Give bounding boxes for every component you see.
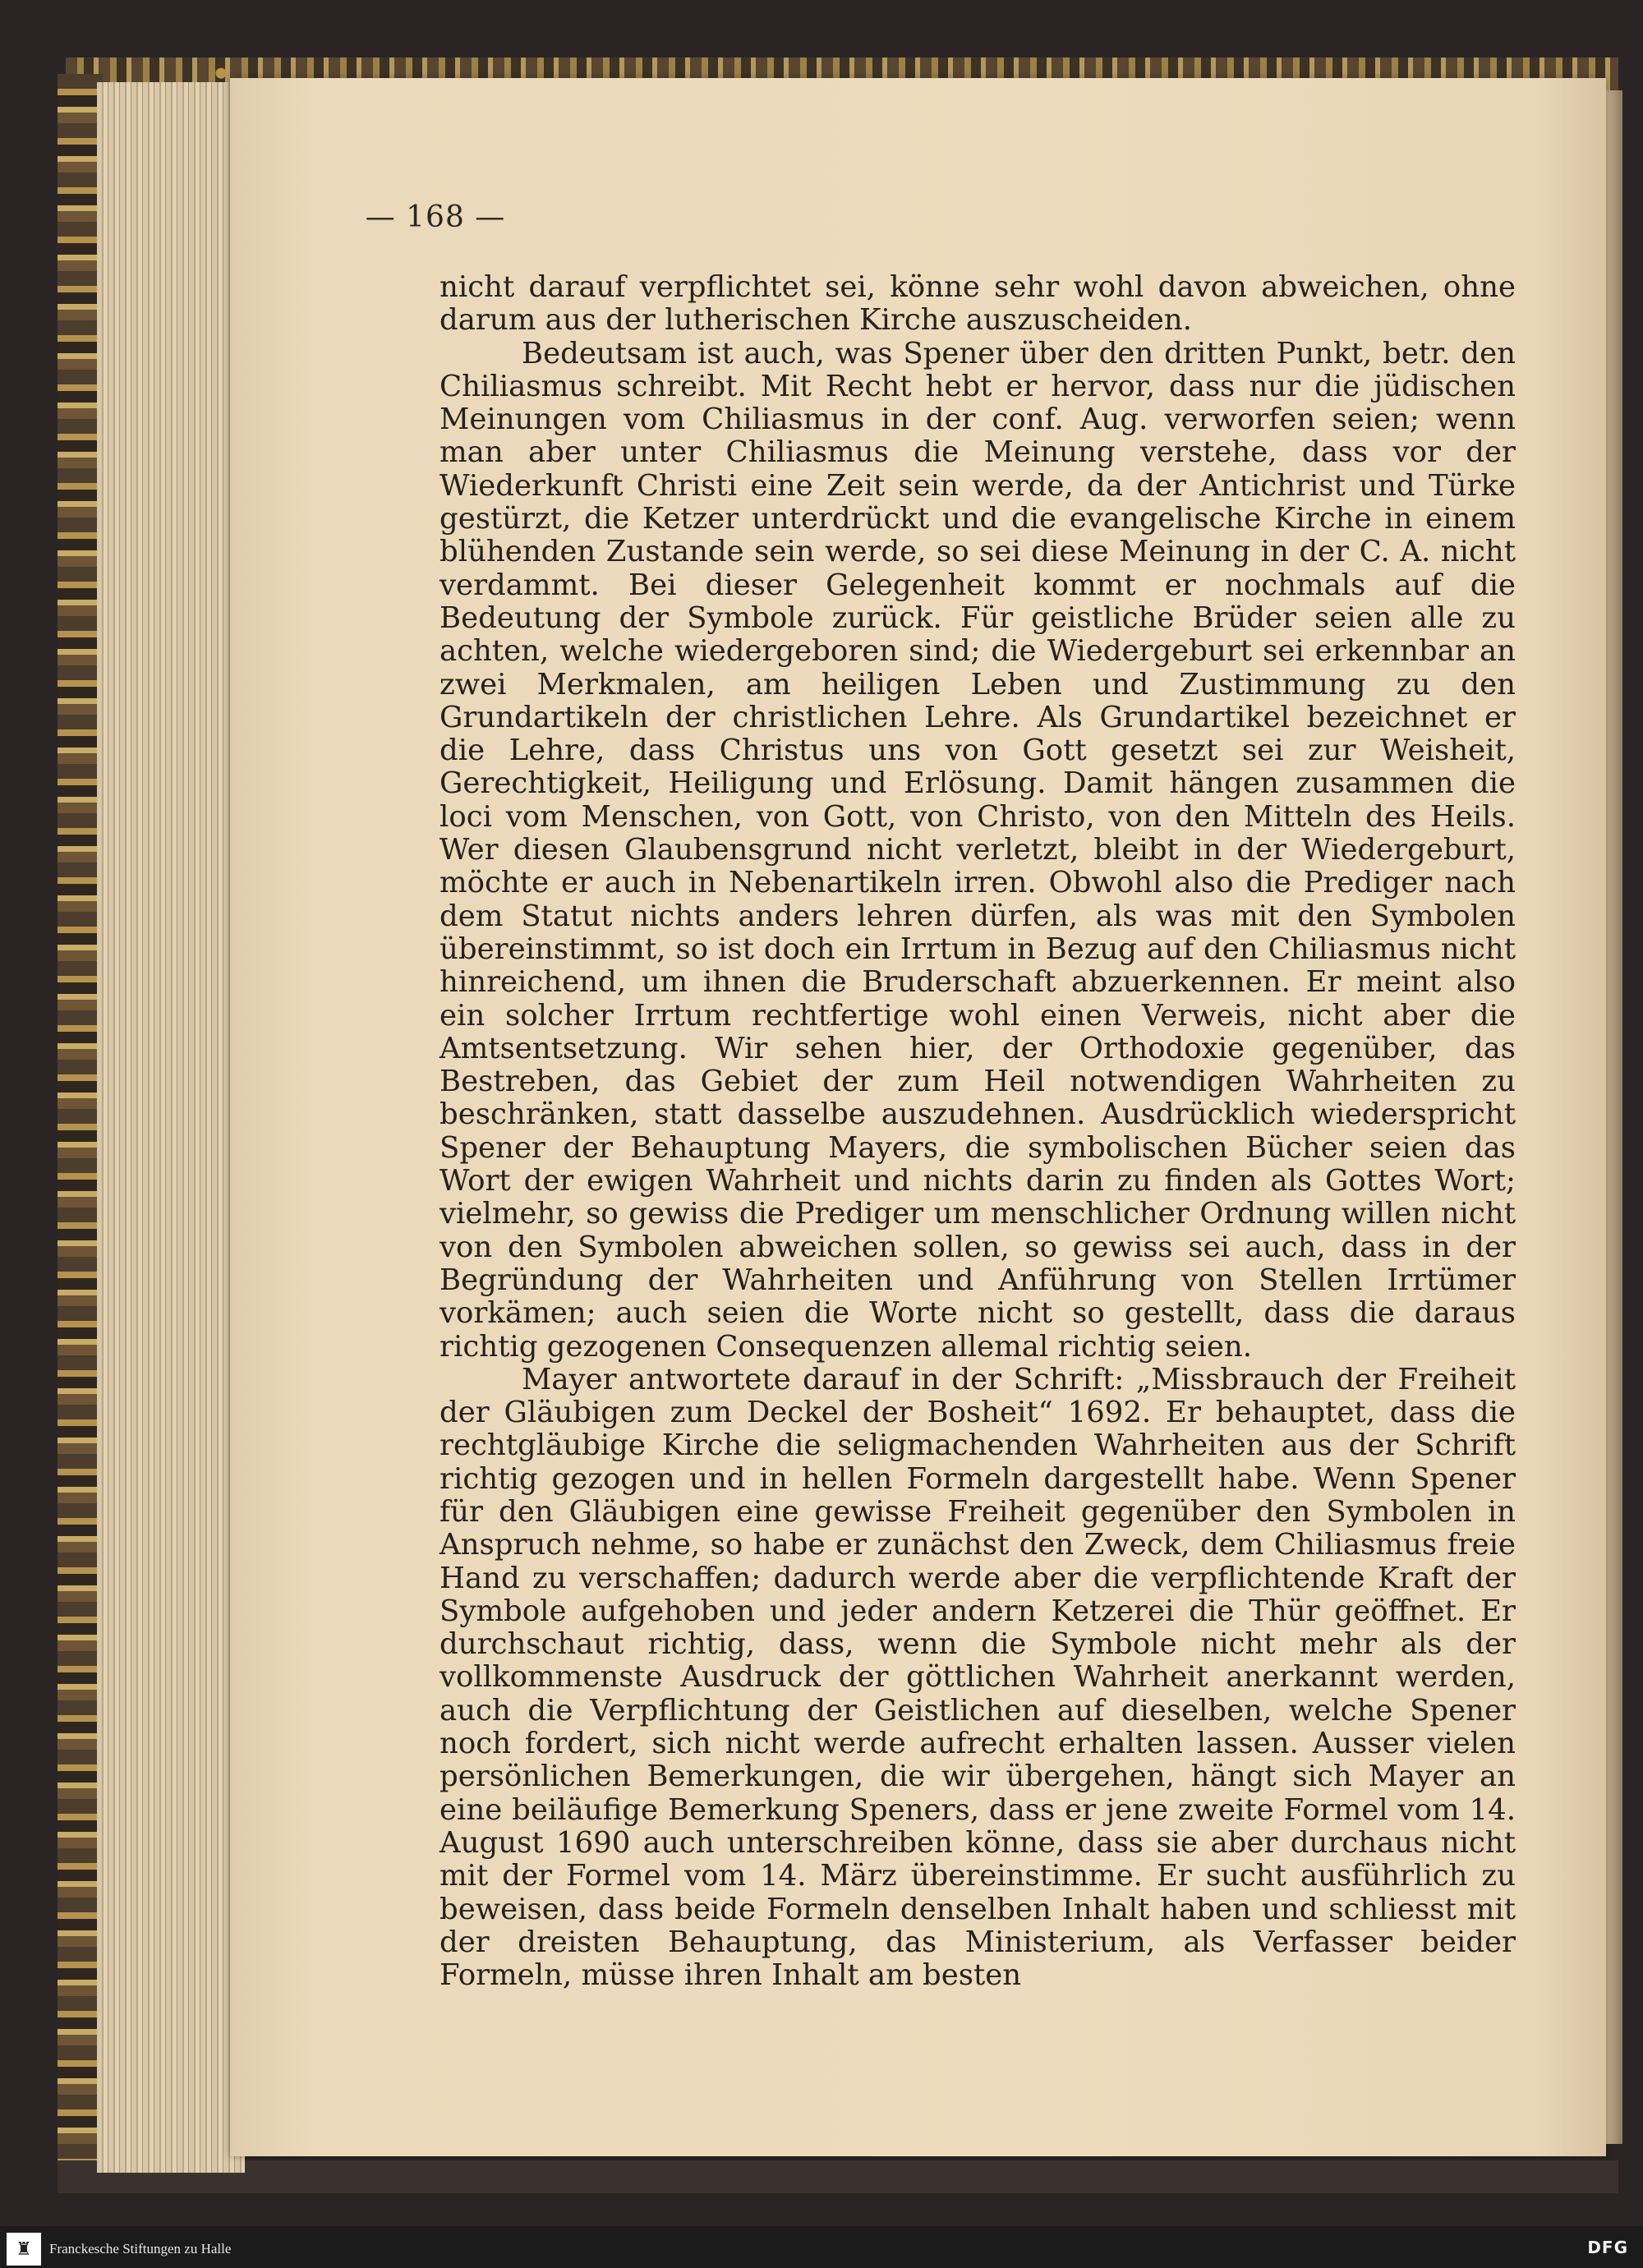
book-cover-bottom <box>58 2160 1618 2193</box>
paragraph: nicht darauf verpflichtet sei, könne sehr wohl davon abweichen, ohne darum aus der lutherischen Kirche auszuscheiden. <box>440 270 1516 338</box>
body-text <box>440 271 1516 1992</box>
page-right-edge <box>1606 90 1622 2144</box>
institution-logo-icon: ♜ <box>7 2233 41 2266</box>
dfg-logo: DFG <box>1587 2238 1628 2257</box>
institution-name: Franckesche Stiftungen zu Halle <box>49 2241 232 2256</box>
book-cover-left <box>58 74 103 2169</box>
paragraph: Mayer antwortete darauf in der Schrift: „Missbrauch der Freiheit der Gläubigen zum Deckel der Bosheit“ 1692. Er behauptet, dass die rechtgläubige Kirche die seligmachenden Wahrheiten aus der Schrift richtig gezogen und in hellen Formeln dargestellt habe. Wenn Spener für den Gläubigen eine gewisse Freiheit gegenüber den Symbolen in Anspruch nehme, so habe er zunächst den Zweck, dem Chiliasmus freie Hand zu verschaffen; dadurch werde aber die verpflichtende Kraft der Symbole aufgehoben und jeder andern Ketzerei die Thür geöffnet. Er durchschaut richtig, dass, wenn die Symbole nicht mehr als der vollkommenste Ausdruck der göttlichen Wahrheit anerkannt werden, auch die Verpflichtung der Geistlichen auf dieselben, welche Spener noch fordert, sich nicht werde aufrecht erhalten lassen. Ausser vielen persönlichen Bemerkungen, die wir übergehen, hängt sich Mayer an eine beiläufige Bemerkung Speners, dass er jene zweite Formel vom 14. August 1690 auch unterschreiben könne, dass sie aber durchaus nicht mit der Formel vom 14. März übereinstimme. Er sucht ausführlich zu beweisen, dass beide Formeln denselben Inhalt haben und schliesst mit der dreisten Behauptung, das Ministerium, als Verfasser beider Formeln, müsse ihren Inhalt am besten <box>440 1362 1516 1993</box>
page-number <box>0 200 1643 234</box>
viewer-footer <box>0 2226 1643 2268</box>
page-number-text: — 168 — <box>365 200 506 234</box>
page-stack-edge <box>97 82 245 2173</box>
paragraph: Bedeutsam ist auch, was Spener über den dritten Punkt, betr. den Chiliasmus schreibt. Mit Recht hebt er hervor, dass nur die jüdischen Meinungen vom Chiliasmus in der conf. Aug. verworfen seien; wenn man aber unter Chiliasmus die Meinung verstehe, dass vor der Wiederkunft Christi eine Zeit sein werde, da der Antichrist und Türke gestürzt, die Ketzer unterdrückt und die evangelische Kirche in einem blühenden Zustande sein werde, so sei diese Meinung in der C. A. nicht verdammt. Bei dieser Gelegenheit kommt er nochmals auf die Bedeutung der Symbole zurück. Für geistliche Brüder seien alle zu achten, welche wiedergeboren sind; die Wiedergeburt sei erkennbar an zwei Merkmalen, am heiligen Leben und Zustimmung zu den Grundartikeln der christlichen Lehre. Als Grundartikel bezeichnet er die Lehre, dass Christus uns von Gott gesetzt sei zur Weisheit, Gerechtigkeit, Heiligung und Erlösung. Damit hängen zusammen die loci vom Menschen, von Gott, von Christo, von den Mitteln des Heils. Wer diesen Glaubensgrund nicht verletzt, bleibt in der Wiedergeburt, möchte er auch in Nebenartikeln irren. Obwohl also die Prediger nach dem Statut nichts anders lehren dürfen, als was mit den Symbolen übereinstimmt, so ist doch ein Irrtum in Bezug auf den Chiliasmus nicht hinreichend, um ihnen die Bruderschaft abzuerkennen. Er meint also ein solcher Irrtum rechtfertige wohl einen Verweis, nicht aber die Amtsentsetzung. Wir sehen hier, der Orthodoxie gegenüber, das Bestreben, das Gebiet der zum Heil notwendigen Wahrheiten zu beschränken, statt dasselbe auszudehnen. Ausdrücklich wiederspricht Spener der Behauptung Mayers, die symbolischen Bücher seien das Wort der ewigen Wahrheit und nichts darin zu finden als Gottes Wort; vielmehr, so gewiss die Prediger um menschlicher Ordnung willen nicht von den Symbolen abweichen sollen, so gewiss sei auch, dass in der Begründung der Wahrheiten und Anführung von Stellen Irrtümer vorkämen; auch seien die Worte nicht so gestellt, dass die daraus richtig gezogenen Consequenzen allemal richtig seien. <box>440 336 1516 1364</box>
